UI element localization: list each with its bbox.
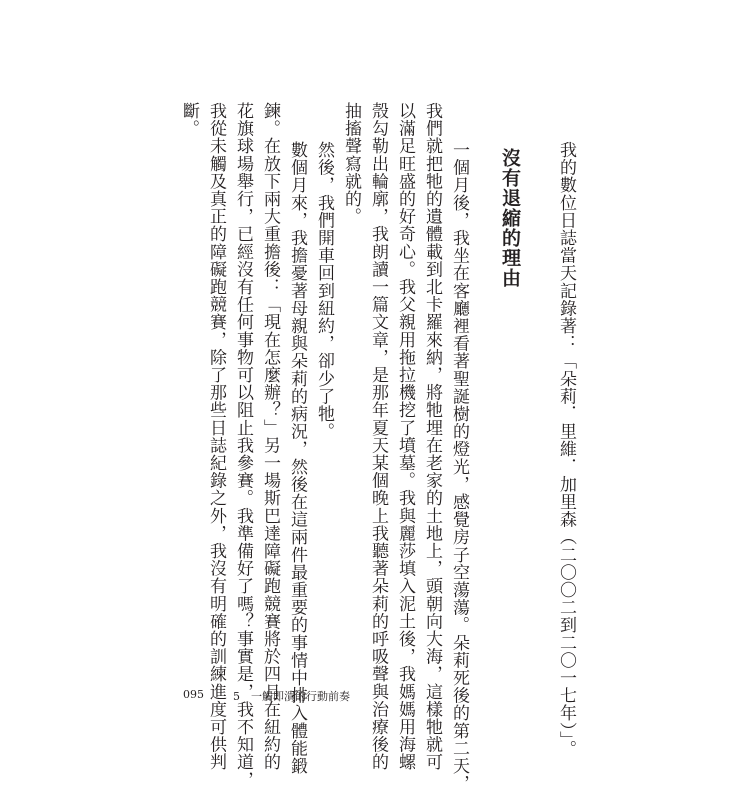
paragraph-3-line-5: 斷。: [179, 102, 199, 138]
chapter-label: 5 一觸即潰的行動前奏: [233, 690, 350, 703]
paragraph-3-line-3: 花旗球場舉行，已經沒有任何事物可以阻止我參賽。我準備好了嗎？事實是，我不知道，: [233, 102, 253, 789]
paragraph-1-line-3: 以滿足旺盛的好奇心。我父親用拖拉機挖了墳墓。我與麗莎填入泥土後，我媽媽用海螺: [395, 102, 415, 771]
paragraph-1-line-1: 一個月後，我坐在客廳裡看著聖誕樹的燈光，感覺房子空蕩蕩。朵莉死後的第二天，: [449, 141, 469, 792]
paragraph-1-line-2: 我們就把牠的遺體載到北卡羅來納，將牠埋在老家的土地上，頭朝向大海，這樣牠就可: [422, 102, 442, 771]
paragraph-3-line-4: 我從未觸及真正的障礙跑競賽，除了那些日誌紀錄之外，我沒有明確的訓練進度可供判: [206, 102, 226, 771]
paragraph-1-line-5: 抽搐聲寫就的。: [341, 102, 361, 226]
paragraph-3-line-1: 數個月來，我擔憂著母親與朵莉的病況，然後在這兩件最重要的事情中排入體能鍛: [287, 141, 307, 775]
paragraph-3-line-2: 鍊。在放下兩大重擔後：「現在怎麼辦？」另一場斯巴達障礙跑競賽將於四月在紐約的: [260, 102, 280, 771]
intro-line: 我的數位日誌當天記錄著：「朵莉．里維．加里森（二〇〇二到二〇一七年）」。: [556, 141, 576, 758]
section-title: 沒有退縮的理由: [499, 148, 521, 288]
paragraph-1-line-4: 殼勾勒出輪廓，我朗讀一篇文章，是那年夏天某個晚上我聽著朵莉的呼吸聲與治療後的: [368, 102, 388, 771]
page-number: 095: [183, 688, 204, 701]
paragraph-2-line-1: 然後，我們開車回到紐約，卻少了牠。: [314, 141, 334, 441]
